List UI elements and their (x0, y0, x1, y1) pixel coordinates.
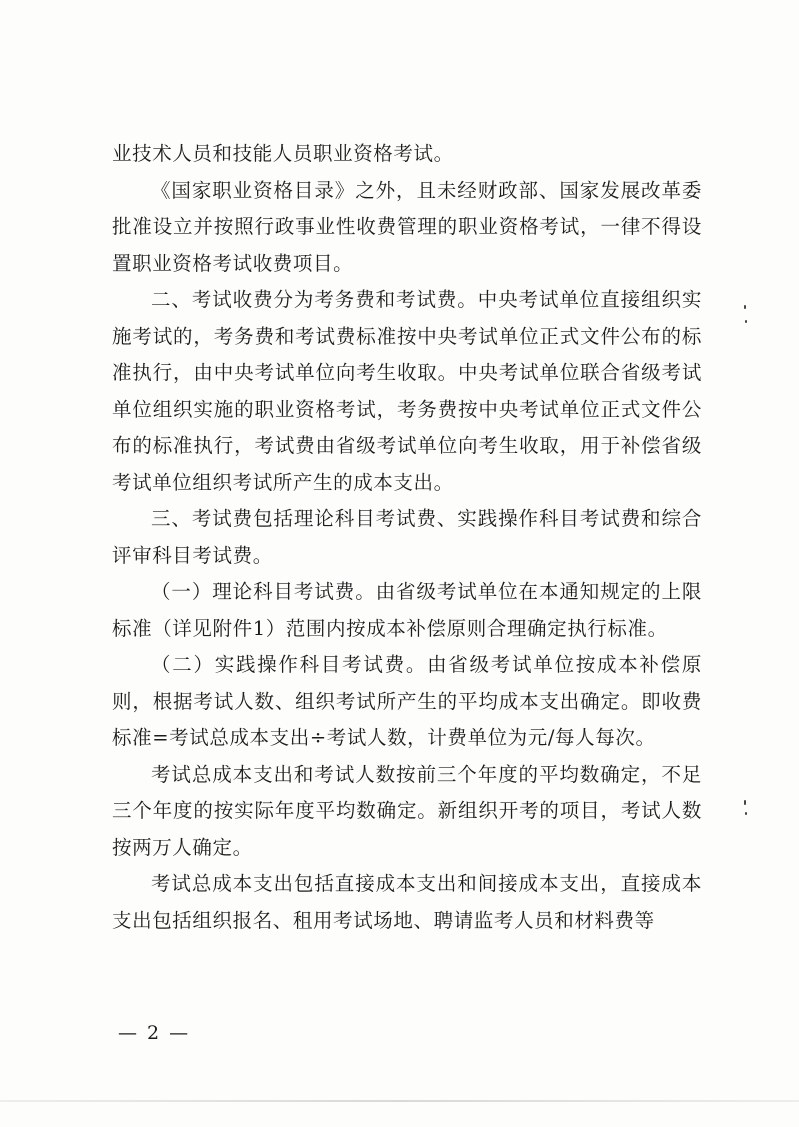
page-number: — 2 — (118, 1022, 191, 1044)
paragraph-cost-composition: 考试总成本支出包括直接成本支出和间接成本支出，直接成本支出包括组织报名、租用考试场地、聘请监考人员和材料费等 (112, 872, 702, 932)
scan-mark (745, 812, 747, 815)
scan-mark (745, 320, 747, 323)
paragraph-section-three: 三、考试费包括理论科目考试费、实践操作科目考试费和综合评审科目考试费。 (112, 507, 702, 567)
scan-mark (744, 305, 746, 309)
paragraph-section-two: 二、考试收费分为考务费和考试费。中央考试单位直接组织实施考试的，考务费和考试费标准按中央考试单位正式文件公布的标准执行，由中央考试单位向考生收取。中央考试单位联合省级考试单位组织实施的职业资格考试，考务费按中央考试单位正式文件公布的标准执行，考试费由省级考试单位向考生收取，用于补偿省级考试单位组织考试所产生的成本支出。 (112, 288, 702, 494)
document-body (112, 136, 702, 939)
paragraph-practice-fee: （二）实践操作科目考试费。由省级考试单位按成本补偿原则，根据考试人数、组织考试所产生的平均成本支出确定。即收费标准=考试总成本支出÷考试人数，计费单位为元/每人每次。 (112, 653, 702, 749)
paragraph-catalog-rule: 《国家职业资格目录》之外，且未经财政部、国家发展改革委批准设立并按照行政事业性收费管理的职业资格考试，一律不得设置职业资格考试收费项目。 (112, 178, 702, 275)
paragraph-cost-average: 考试总成本支出和考试人数按前三个年度的平均数确定，不足三个年度的按实际年度平均数确定。新组织开考的项目，考试人数按两万人确定。 (112, 762, 702, 859)
scan-edge (0, 1100, 799, 1102)
paragraph-theory-fee: （一）理论科目考试费。由省级考试单位在本通知规定的上限标准（详见附件1）范围内按成本补偿原则合理确定执行标准。 (112, 580, 702, 640)
paragraph-continuation: 业技术人员和技能人员职业资格考试。 (112, 142, 454, 165)
scan-mark (744, 800, 746, 805)
